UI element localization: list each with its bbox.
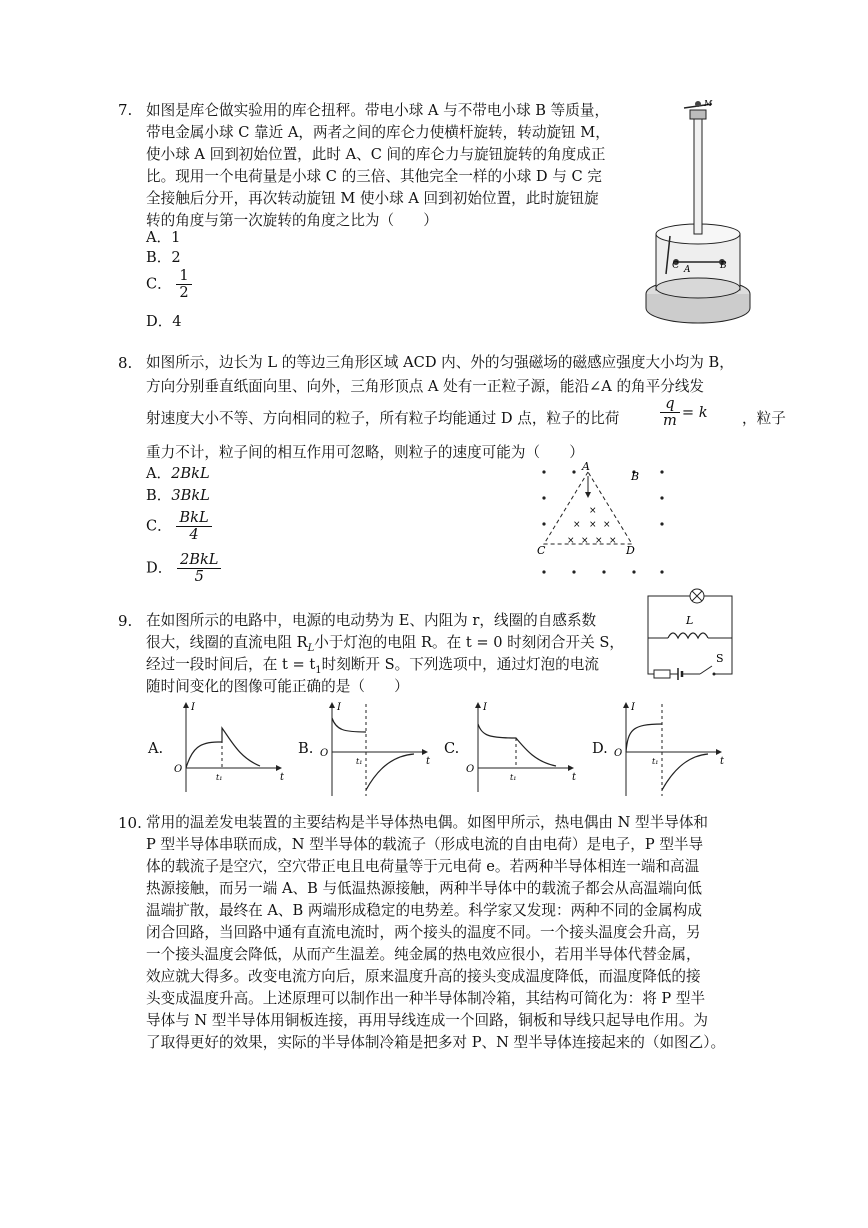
switch-label: S [716, 652, 724, 665]
question-text-line: 带电金属小球 C 靠近 A，两者之间的库仑力使横杆旋转，转动旋钮 M， [146, 124, 610, 141]
field-cross: × [595, 536, 603, 546]
field-dot [542, 470, 545, 473]
svg-text:t₁: t₁ [356, 757, 363, 766]
svg-text:t₁: t₁ [216, 773, 223, 782]
svg-text:I: I [337, 702, 341, 713]
field-dot [660, 470, 663, 473]
field-dot [632, 570, 635, 573]
option-d[interactable]: D． $\frac{\text{2BkL}}{5}$ [146, 552, 221, 585]
vertex-label-a: A [582, 460, 590, 473]
svg-text:t: t [572, 772, 577, 783]
torsion-balance-figure [640, 96, 760, 328]
option-c[interactable]: C． $\frac{\text{BkL}}{4}$ [146, 510, 212, 543]
question-text-line: 经过一段时间后，在 $t = t_1$时刻断开 S。下列选项中，通过灯泡的电流 [146, 656, 599, 676]
circuit-figure [640, 582, 740, 684]
question-number: 7. [118, 101, 133, 119]
field-dot [542, 570, 545, 573]
field-cross: × [573, 520, 581, 530]
question-text-line: 常用的温差发电装置的主要结构是半导体热电偶。如图甲所示，热电偶由 N 型半导体和 [146, 814, 709, 831]
svg-text:O: O [466, 764, 475, 775]
vertex-label-c: C [537, 544, 546, 557]
svg-text:I: I [191, 702, 195, 713]
fraction: $\frac{1}{2}$ [176, 268, 191, 301]
question-text-line: 方向分别垂直纸面向里、向外，三角形顶点 A 处有一正粒子源，能沿∠A 的角平分线发 [146, 378, 705, 395]
field-cross: × [589, 520, 597, 530]
question-text-line: 转的角度与第一次旋转的角度之比为（ ） [146, 212, 438, 229]
field-dot [660, 496, 663, 499]
field-dot [602, 570, 605, 573]
question-number: 9. [118, 612, 133, 630]
option-a[interactable]: A．1 [146, 229, 181, 246]
question-text-line: 使小球 A 回到初始位置，此时 A、C 间的库仑力与旋钮旋转的角度成正 [146, 146, 606, 163]
fraction: $\frac{\text{BkL}}{4}$ [176, 510, 211, 543]
question-text-line: 闭合回路，当回路中通有直流电流时，两个接头的温度不同。一个接头温度会升高，另 [146, 924, 701, 941]
graph-d [608, 700, 728, 798]
graph-b [314, 700, 434, 798]
field-dot [542, 496, 545, 499]
figure-label-b: B [720, 261, 727, 271]
question-text-line: 头变成温度升高。上述原理可以制作出一种半导体制冷箱，其结构可简化为：将 P 型半 [146, 990, 706, 1007]
field-dot [542, 522, 545, 525]
field-dot [660, 570, 663, 573]
option-a[interactable]: A．2BkL [146, 465, 210, 482]
svg-text:t: t [280, 772, 285, 783]
question-text-line: 如图所示，边长为 L 的等边三角形区域 ACD 内、外的匀强磁场的磁感应强度大小均为 B， [146, 354, 734, 371]
question-text-line: 很大，线圈的直流电阻 $R_L$小于灯泡的电阻 R。在 t = 0 时刻闭合开关 S， [146, 634, 624, 654]
graph-option-b-label[interactable]: B. [298, 740, 314, 757]
question-text-line: 了取得更好的效果，实际的半导体制冷箱是把多对 P、N 型半导体连接起来的（如图乙）。 [146, 1034, 726, 1051]
figure-label-m: M [704, 99, 713, 108]
vertex-label-d: D [626, 544, 635, 557]
question-text-line: 在如图所示的电路中，电源的电动势为 E、内阻为 r，线圈的自感系数 [146, 612, 597, 629]
field-cross: × [581, 536, 589, 546]
svg-text:t₁: t₁ [652, 757, 659, 766]
field-cross: × [603, 520, 611, 530]
svg-text:I: I [483, 702, 487, 713]
graph-a [168, 700, 288, 798]
question-text-line: 全接触后分开，再次转动旋钮 M 使小球 A 回到初始位置，此时旋钮旋 [146, 190, 599, 207]
question-text-line: P 型半导体串联而成，N 型半导体的载流子（形成电流的自由电荷）是电子，P 型半导 [146, 836, 704, 853]
option-b[interactable]: B．2 [146, 249, 181, 266]
option-d[interactable]: D．4 [146, 313, 182, 330]
question-text-line: 一个接头温度会降低，从而产生温差。纯金属的热电效应很小，若用半导体代替金属， [146, 946, 701, 963]
field-cross: × [589, 506, 597, 516]
question-text-line: 效应就大得多。改变电流方向后，原来温度升高的接头变成温度降低，而温度降低的接 [146, 968, 701, 985]
option-b[interactable]: B．3BkL [146, 487, 210, 504]
graph-option-a-label[interactable]: A. [148, 740, 164, 757]
question-text-line: ，粒子 [742, 410, 786, 427]
field-cross: × [609, 536, 617, 546]
field-dot [572, 470, 575, 473]
graph-option-c-label[interactable]: C. [444, 740, 460, 757]
figure-label-a: A [684, 265, 691, 275]
inward-field-crosses [567, 506, 617, 546]
question-text-line: 重力不计，粒子间的相互作用可忽略，则粒子的速度可能为（ ） [146, 444, 584, 461]
question-text-line: 射速度大小不等、方向相同的粒子，所有粒子均能通过 D 点，粒子的比荷 [146, 410, 620, 427]
question-text-line: 比。现用一个电荷量是小球 C 的三倍、其他完全一样的小球 D 与 C 完 [146, 168, 602, 185]
graph-option-d-label[interactable]: D. [592, 740, 608, 757]
question-text-line: 热源接触，而另一端 A、B 与低温热源接触，两种半导体中的载流子都会从高温端向低 [146, 880, 702, 897]
question-text-line: 导体与 N 型半导体用铜板连接，再用导线连成一个回路，铜板和导线只起导电作用。为 [146, 1012, 709, 1029]
svg-text:O: O [174, 764, 183, 775]
label-b: B [631, 470, 640, 483]
figure-label-c: C [672, 261, 679, 271]
question-text-line: 随时间变化的图像可能正确的是（ ） [146, 678, 409, 695]
option-c[interactable]: C． $\frac{1}{2}$ [146, 268, 192, 301]
svg-text:t: t [426, 756, 431, 767]
svg-text:t₁: t₁ [510, 773, 517, 782]
field-cross: × [567, 536, 575, 546]
graph-options [146, 700, 746, 800]
question-text-line: 如图是库仑做实验用的库仑扭秤。带电小球 A 与不带电小球 B 等质量， [146, 102, 610, 119]
question-number: 8. [118, 354, 133, 372]
field-dot [572, 570, 575, 573]
svg-text:O: O [320, 748, 329, 759]
svg-text:O: O [614, 748, 623, 759]
question-text-line: 体的载流子是空穴，空穴带正电且电荷量等于元电荷 e。若两种半导体相连一端和高温 [146, 858, 700, 875]
svg-text:t: t [720, 756, 725, 767]
graph-c [460, 700, 580, 798]
magnetic-field-figure [530, 458, 675, 584]
charge-ratio: $\frac{q}{m}$ = k [660, 396, 708, 429]
svg-text:I: I [631, 702, 635, 713]
question-number: 10. [118, 814, 142, 832]
fraction: $\frac{\text{2BkL}}{5}$ [177, 552, 222, 585]
field-dot [660, 522, 663, 525]
question-text-line: 温端扩散，最终在 A、B 两端形成稳定的电势差。科学家又发现：两种不同的金属构成 [146, 902, 702, 919]
coil-label: L [686, 614, 694, 627]
